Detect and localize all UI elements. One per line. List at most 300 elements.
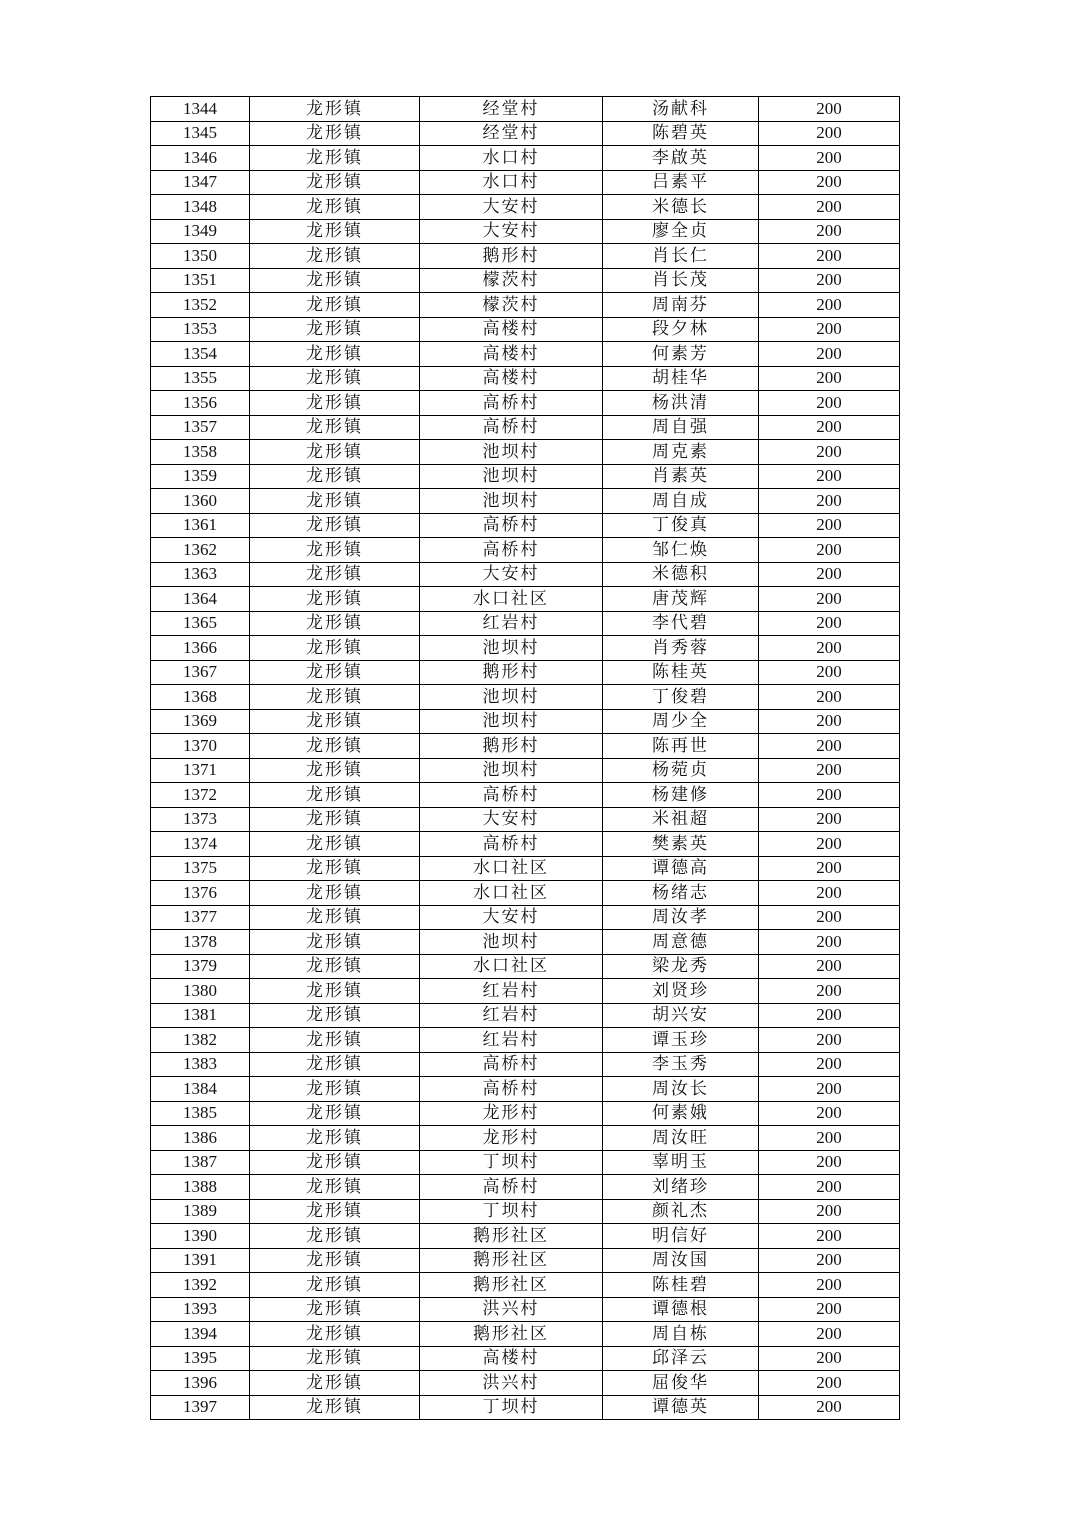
cell-town: 龙形镇 (250, 1077, 420, 1102)
cell-person-name: 丁俊碧 (603, 685, 759, 710)
cell-amount: 200 (759, 832, 900, 857)
cell-amount: 200 (759, 930, 900, 955)
cell-town: 龙形镇 (250, 268, 420, 293)
cell-number: 1390 (151, 1224, 250, 1249)
cell-amount: 200 (759, 1126, 900, 1151)
cell-village: 高楼村 (420, 317, 603, 342)
cell-person-name: 肖秀蓉 (603, 636, 759, 661)
cell-village: 水口社区 (420, 954, 603, 979)
cell-amount: 200 (759, 1297, 900, 1322)
roster-table-body (151, 97, 900, 1420)
table-row (151, 293, 900, 318)
cell-town: 龙形镇 (250, 170, 420, 195)
table-row (151, 415, 900, 440)
cell-person-name: 邹仁焕 (603, 538, 759, 563)
cell-person-name: 陈碧英 (603, 121, 759, 146)
cell-number: 1369 (151, 709, 250, 734)
cell-number: 1361 (151, 513, 250, 538)
cell-person-name: 谭德英 (603, 1395, 759, 1420)
cell-person-name: 陈再世 (603, 734, 759, 759)
cell-number: 1358 (151, 440, 250, 465)
cell-amount: 200 (759, 1150, 900, 1175)
table-row (151, 758, 900, 783)
cell-village: 高桥村 (420, 513, 603, 538)
cell-number: 1389 (151, 1199, 250, 1224)
cell-number: 1376 (151, 881, 250, 906)
cell-person-name: 吕素平 (603, 170, 759, 195)
cell-person-name: 胡桂华 (603, 366, 759, 391)
cell-amount: 200 (759, 489, 900, 514)
cell-village: 池坝村 (420, 685, 603, 710)
cell-town: 龙形镇 (250, 1052, 420, 1077)
cell-person-name: 周汝旺 (603, 1126, 759, 1151)
cell-town: 龙形镇 (250, 391, 420, 416)
cell-person-name: 米德积 (603, 562, 759, 587)
cell-town: 龙形镇 (250, 342, 420, 367)
cell-person-name: 周克素 (603, 440, 759, 465)
cell-amount: 200 (759, 660, 900, 685)
cell-town: 龙形镇 (250, 219, 420, 244)
cell-person-name: 谭德根 (603, 1297, 759, 1322)
cell-town: 龙形镇 (250, 317, 420, 342)
cell-number: 1353 (151, 317, 250, 342)
cell-number: 1396 (151, 1371, 250, 1396)
table-row (151, 1224, 900, 1249)
cell-village: 大安村 (420, 562, 603, 587)
cell-village: 池坝村 (420, 758, 603, 783)
cell-number: 1345 (151, 121, 250, 146)
cell-amount: 200 (759, 1346, 900, 1371)
table-row (151, 513, 900, 538)
cell-amount: 200 (759, 121, 900, 146)
cell-town: 龙形镇 (250, 930, 420, 955)
table-row (151, 391, 900, 416)
cell-village: 高桥村 (420, 832, 603, 857)
cell-amount: 200 (759, 636, 900, 661)
cell-village: 龙形村 (420, 1126, 603, 1151)
cell-amount: 200 (759, 293, 900, 318)
cell-number: 1350 (151, 244, 250, 269)
cell-village: 丁坝村 (420, 1199, 603, 1224)
cell-person-name: 廖全贞 (603, 219, 759, 244)
cell-amount: 200 (759, 807, 900, 832)
cell-amount: 200 (759, 317, 900, 342)
cell-village: 红岩村 (420, 611, 603, 636)
table-row (151, 636, 900, 661)
cell-town: 龙形镇 (250, 1175, 420, 1200)
table-row (151, 954, 900, 979)
cell-amount: 200 (759, 979, 900, 1004)
cell-amount: 200 (759, 734, 900, 759)
cell-town: 龙形镇 (250, 1028, 420, 1053)
cell-number: 1383 (151, 1052, 250, 1077)
cell-village: 鹅形社区 (420, 1273, 603, 1298)
table-row (151, 366, 900, 391)
cell-village: 水口社区 (420, 881, 603, 906)
cell-person-name: 米祖超 (603, 807, 759, 832)
table-row (151, 930, 900, 955)
cell-number: 1357 (151, 415, 250, 440)
cell-person-name: 陈桂英 (603, 660, 759, 685)
cell-town: 龙形镇 (250, 1395, 420, 1420)
table-row (151, 1126, 900, 1151)
table-row (151, 317, 900, 342)
table-row (151, 1052, 900, 1077)
cell-town: 龙形镇 (250, 415, 420, 440)
cell-town: 龙形镇 (250, 97, 420, 122)
cell-person-name: 肖长茂 (603, 268, 759, 293)
cell-town: 龙形镇 (250, 587, 420, 612)
cell-amount: 200 (759, 195, 900, 220)
table-row (151, 1199, 900, 1224)
cell-number: 1346 (151, 146, 250, 171)
cell-town: 龙形镇 (250, 1150, 420, 1175)
cell-person-name: 颜礼杰 (603, 1199, 759, 1224)
cell-village: 大安村 (420, 219, 603, 244)
cell-town: 龙形镇 (250, 366, 420, 391)
cell-number: 1362 (151, 538, 250, 563)
table-row (151, 709, 900, 734)
cell-town: 龙形镇 (250, 1199, 420, 1224)
cell-village: 池坝村 (420, 709, 603, 734)
cell-amount: 200 (759, 1175, 900, 1200)
cell-number: 1352 (151, 293, 250, 318)
cell-town: 龙形镇 (250, 1224, 420, 1249)
cell-number: 1367 (151, 660, 250, 685)
cell-village: 高桥村 (420, 1052, 603, 1077)
cell-person-name: 谭德高 (603, 856, 759, 881)
table-row (151, 562, 900, 587)
cell-town: 龙形镇 (250, 244, 420, 269)
cell-town: 龙形镇 (250, 856, 420, 881)
cell-town: 龙形镇 (250, 464, 420, 489)
cell-number: 1379 (151, 954, 250, 979)
cell-amount: 200 (759, 244, 900, 269)
cell-number: 1392 (151, 1273, 250, 1298)
cell-village: 鹅形社区 (420, 1322, 603, 1347)
cell-number: 1356 (151, 391, 250, 416)
cell-person-name: 段夕林 (603, 317, 759, 342)
cell-person-name: 谭玉珍 (603, 1028, 759, 1053)
cell-number: 1385 (151, 1101, 250, 1126)
cell-village: 大安村 (420, 807, 603, 832)
cell-number: 1349 (151, 219, 250, 244)
cell-town: 龙形镇 (250, 611, 420, 636)
cell-village: 池坝村 (420, 636, 603, 661)
cell-village: 水口社区 (420, 856, 603, 881)
cell-number: 1372 (151, 783, 250, 808)
cell-village: 龙形村 (420, 1101, 603, 1126)
cell-number: 1371 (151, 758, 250, 783)
cell-number: 1378 (151, 930, 250, 955)
cell-village: 经堂村 (420, 97, 603, 122)
cell-amount: 200 (759, 587, 900, 612)
cell-town: 龙形镇 (250, 513, 420, 538)
cell-village: 鹅形村 (420, 734, 603, 759)
cell-village: 水口社区 (420, 587, 603, 612)
cell-amount: 200 (759, 415, 900, 440)
cell-person-name: 周汝国 (603, 1248, 759, 1273)
table-row (151, 464, 900, 489)
table-row (151, 979, 900, 1004)
table-row (151, 538, 900, 563)
cell-number: 1363 (151, 562, 250, 587)
table-row (151, 268, 900, 293)
cell-amount: 200 (759, 366, 900, 391)
cell-number: 1395 (151, 1346, 250, 1371)
table-row (151, 97, 900, 122)
cell-town: 龙形镇 (250, 758, 420, 783)
cell-amount: 200 (759, 1273, 900, 1298)
cell-village: 高楼村 (420, 366, 603, 391)
cell-village: 洪兴村 (420, 1297, 603, 1322)
cell-village: 檬茨村 (420, 293, 603, 318)
cell-village: 丁坝村 (420, 1150, 603, 1175)
cell-amount: 200 (759, 146, 900, 171)
table-row (151, 1150, 900, 1175)
cell-town: 龙形镇 (250, 1101, 420, 1126)
cell-town: 龙形镇 (250, 979, 420, 1004)
cell-person-name: 杨洪清 (603, 391, 759, 416)
cell-person-name: 屈俊华 (603, 1371, 759, 1396)
cell-amount: 200 (759, 464, 900, 489)
cell-village: 大安村 (420, 905, 603, 930)
cell-village: 高桥村 (420, 391, 603, 416)
cell-person-name: 周自成 (603, 489, 759, 514)
cell-number: 1360 (151, 489, 250, 514)
cell-town: 龙形镇 (250, 881, 420, 906)
cell-village: 红岩村 (420, 1028, 603, 1053)
table-row (151, 685, 900, 710)
cell-amount: 200 (759, 1395, 900, 1420)
table-row (151, 734, 900, 759)
cell-person-name: 何素娥 (603, 1101, 759, 1126)
cell-amount: 200 (759, 170, 900, 195)
cell-town: 龙形镇 (250, 293, 420, 318)
table-row (151, 1346, 900, 1371)
cell-person-name: 辜明玉 (603, 1150, 759, 1175)
cell-amount: 200 (759, 538, 900, 563)
cell-number: 1364 (151, 587, 250, 612)
cell-person-name: 汤献科 (603, 97, 759, 122)
table-row (151, 881, 900, 906)
table-row (151, 1371, 900, 1396)
cell-person-name: 周自栋 (603, 1322, 759, 1347)
table-row (151, 489, 900, 514)
cell-village: 红岩村 (420, 979, 603, 1004)
cell-amount: 200 (759, 219, 900, 244)
table-row (151, 1003, 900, 1028)
cell-amount: 200 (759, 856, 900, 881)
cell-person-name: 邱泽云 (603, 1346, 759, 1371)
cell-town: 龙形镇 (250, 685, 420, 710)
cell-village: 池坝村 (420, 930, 603, 955)
cell-village: 池坝村 (420, 489, 603, 514)
cell-person-name: 杨绪志 (603, 881, 759, 906)
table-row (151, 1322, 900, 1347)
cell-village: 檬茨村 (420, 268, 603, 293)
cell-number: 1377 (151, 905, 250, 930)
cell-village: 水口村 (420, 170, 603, 195)
cell-person-name: 李玉秀 (603, 1052, 759, 1077)
cell-town: 龙形镇 (250, 489, 420, 514)
cell-village: 鹅形村 (420, 660, 603, 685)
cell-number: 1382 (151, 1028, 250, 1053)
cell-number: 1394 (151, 1322, 250, 1347)
cell-village: 高楼村 (420, 342, 603, 367)
table-row (151, 1273, 900, 1298)
cell-number: 1374 (151, 832, 250, 857)
cell-person-name: 明信好 (603, 1224, 759, 1249)
cell-amount: 200 (759, 1371, 900, 1396)
cell-amount: 200 (759, 440, 900, 465)
cell-town: 龙形镇 (250, 1297, 420, 1322)
cell-person-name: 李啟英 (603, 146, 759, 171)
cell-person-name: 胡兴安 (603, 1003, 759, 1028)
cell-person-name: 肖长仁 (603, 244, 759, 269)
cell-amount: 200 (759, 685, 900, 710)
cell-person-name: 周少全 (603, 709, 759, 734)
cell-number: 1375 (151, 856, 250, 881)
table-row (151, 244, 900, 269)
table-row (151, 146, 900, 171)
cell-person-name: 李代碧 (603, 611, 759, 636)
cell-town: 龙形镇 (250, 1248, 420, 1273)
cell-town: 龙形镇 (250, 807, 420, 832)
cell-number: 1359 (151, 464, 250, 489)
cell-number: 1348 (151, 195, 250, 220)
table-row (151, 170, 900, 195)
cell-amount: 200 (759, 905, 900, 930)
cell-town: 龙形镇 (250, 832, 420, 857)
cell-person-name: 梁龙秀 (603, 954, 759, 979)
cell-number: 1397 (151, 1395, 250, 1420)
cell-amount: 200 (759, 1003, 900, 1028)
cell-person-name: 刘绪珍 (603, 1175, 759, 1200)
cell-town: 龙形镇 (250, 783, 420, 808)
cell-amount: 200 (759, 342, 900, 367)
cell-village: 高桥村 (420, 783, 603, 808)
cell-number: 1384 (151, 1077, 250, 1102)
cell-number: 1386 (151, 1126, 250, 1151)
cell-village: 高桥村 (420, 538, 603, 563)
cell-person-name: 丁俊真 (603, 513, 759, 538)
table-row (151, 905, 900, 930)
cell-number: 1373 (151, 807, 250, 832)
cell-number: 1347 (151, 170, 250, 195)
cell-town: 龙形镇 (250, 440, 420, 465)
cell-person-name: 杨菀贞 (603, 758, 759, 783)
table-row (151, 611, 900, 636)
cell-village: 高桥村 (420, 1077, 603, 1102)
table-row (151, 1101, 900, 1126)
cell-amount: 200 (759, 562, 900, 587)
table-row (151, 660, 900, 685)
table-row (151, 783, 900, 808)
table-row (151, 587, 900, 612)
cell-amount: 200 (759, 1199, 900, 1224)
cell-amount: 200 (759, 709, 900, 734)
cell-town: 龙形镇 (250, 1126, 420, 1151)
cell-village: 洪兴村 (420, 1371, 603, 1396)
cell-town: 龙形镇 (250, 562, 420, 587)
cell-village: 池坝村 (420, 464, 603, 489)
cell-amount: 200 (759, 513, 900, 538)
cell-village: 高桥村 (420, 415, 603, 440)
cell-person-name: 周汝长 (603, 1077, 759, 1102)
cell-village: 经堂村 (420, 121, 603, 146)
cell-person-name: 杨建修 (603, 783, 759, 808)
table-row (151, 342, 900, 367)
cell-village: 高桥村 (420, 1175, 603, 1200)
table-row (151, 1028, 900, 1053)
cell-number: 1388 (151, 1175, 250, 1200)
cell-amount: 200 (759, 783, 900, 808)
cell-amount: 200 (759, 1028, 900, 1053)
cell-village: 水口村 (420, 146, 603, 171)
cell-amount: 200 (759, 1052, 900, 1077)
table-row (151, 1297, 900, 1322)
cell-town: 龙形镇 (250, 660, 420, 685)
cell-town: 龙形镇 (250, 636, 420, 661)
cell-number: 1351 (151, 268, 250, 293)
cell-town: 龙形镇 (250, 146, 420, 171)
cell-town: 龙形镇 (250, 709, 420, 734)
cell-amount: 200 (759, 1248, 900, 1273)
cell-number: 1387 (151, 1150, 250, 1175)
cell-town: 龙形镇 (250, 1322, 420, 1347)
cell-town: 龙形镇 (250, 1003, 420, 1028)
cell-amount: 200 (759, 391, 900, 416)
cell-person-name: 陈桂碧 (603, 1273, 759, 1298)
cell-number: 1370 (151, 734, 250, 759)
cell-person-name: 樊素英 (603, 832, 759, 857)
cell-amount: 200 (759, 758, 900, 783)
cell-village: 鹅形社区 (420, 1224, 603, 1249)
cell-village: 鹅形村 (420, 244, 603, 269)
cell-number: 1355 (151, 366, 250, 391)
cell-person-name: 唐茂辉 (603, 587, 759, 612)
cell-village: 红岩村 (420, 1003, 603, 1028)
table-row (151, 807, 900, 832)
cell-town: 龙形镇 (250, 1273, 420, 1298)
cell-village: 池坝村 (420, 440, 603, 465)
cell-number: 1380 (151, 979, 250, 1004)
cell-village: 鹅形社区 (420, 1248, 603, 1273)
cell-number: 1344 (151, 97, 250, 122)
cell-amount: 200 (759, 268, 900, 293)
cell-town: 龙形镇 (250, 954, 420, 979)
cell-amount: 200 (759, 1101, 900, 1126)
table-row (151, 832, 900, 857)
cell-number: 1366 (151, 636, 250, 661)
cell-amount: 200 (759, 1224, 900, 1249)
cell-number: 1365 (151, 611, 250, 636)
table-row (151, 195, 900, 220)
cell-town: 龙形镇 (250, 195, 420, 220)
cell-town: 龙形镇 (250, 734, 420, 759)
cell-town: 龙形镇 (250, 121, 420, 146)
table-row (151, 856, 900, 881)
cell-amount: 200 (759, 954, 900, 979)
table-row (151, 1077, 900, 1102)
cell-amount: 200 (759, 97, 900, 122)
table-row (151, 1248, 900, 1273)
cell-person-name: 周自强 (603, 415, 759, 440)
cell-person-name: 周汝孝 (603, 905, 759, 930)
table-row (151, 1175, 900, 1200)
cell-amount: 200 (759, 1322, 900, 1347)
